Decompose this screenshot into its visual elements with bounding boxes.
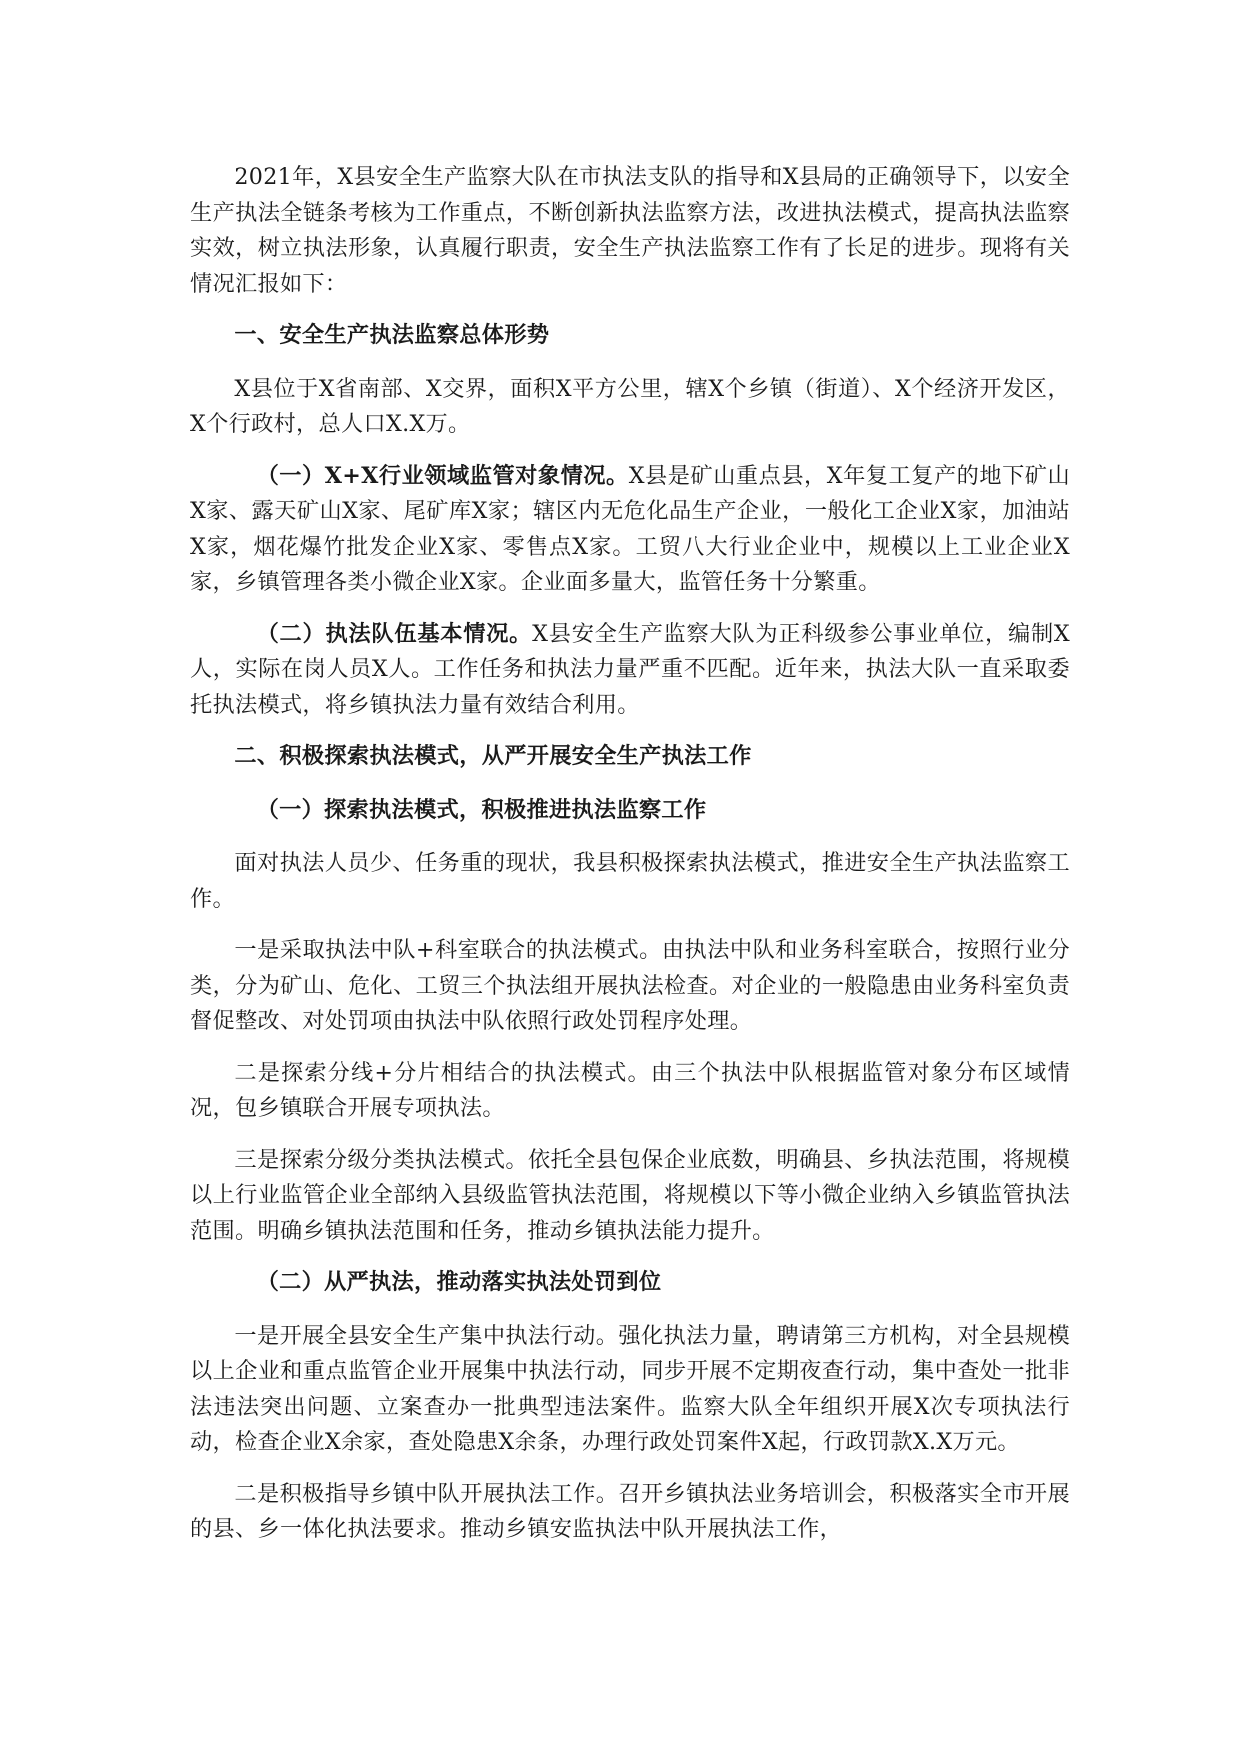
mode-one-paragraph: 一是采取执法中队+科室联合的执法模式。由执法中队和业务科室联合，按照行业分类，分为矿山、危化、工贸三个执法组开展执法检查。对企业的一般隐患由业务科室负责督促整改、对处罚项由执法中队依照行政处罚程序处理。 xyxy=(190,937,1070,1034)
township-guidance-paragraph: 二是积极指导乡镇中队开展执法工作。召开乡镇执法业务培训会，积极落实全市开展的县、乡一体化执法要求。推动乡镇安监执法中队开展执法工作， xyxy=(190,1480,1070,1542)
team-status-lead: （二）执法队伍基本情况。 xyxy=(256,620,533,647)
team-status-paragraph xyxy=(190,617,1070,724)
supervision-targets-paragraph xyxy=(190,459,1070,601)
team-status-body: X县安全生产监察大队为正科级参公事业单位，编制X人，实际在岗人员X人。工作任务和执法力量严重不匹配。近年来，执法大队一直采取委托执法模式，将乡镇执法力量有效结合利用。 xyxy=(190,620,1070,718)
centralized-enforcement-paragraph: 一是开展全县安全生产集中执法行动。强化执法力量，聘请第三方机构，对全县规模以上企业和重点监管企业开展集中执法行动，同步开展不定期夜查行动，集中查处一批非法违法突出问题、立案查办一批典型违法案件。监察大队全年组织开展X次专项执法行动，检查企业X余家，查处隐患X余条，办理行政处罚案件X起，行政罚款X.X万元。 xyxy=(190,1322,1070,1455)
document-body xyxy=(190,160,1070,1564)
county-overview-paragraph: X县位于X省南部、X交界，面积X平方公里，辖X个乡镇（街道）、X个经济开发区，X个行政村，总人口X.X万。 xyxy=(190,375,1070,437)
section-heading-1: 一、安全生产执法监察总体形势 xyxy=(234,322,550,348)
subsection-heading-2-2: （二）从严执法，推动落实执法处罚到位 xyxy=(256,1269,662,1295)
supervision-targets-lead: （一）X+X行业领域监管对象情况。 xyxy=(256,462,629,489)
intro-paragraph: 2021年，X县安全生产监察大队在市执法支队的指导和X县局的正确领导下，以安全生产执法全链条考核为工作重点，不断创新执法监察方法，改进执法模式，提高执法监察实效，树立执法形象，认真履行职责，安全生产执法监察工作有了长足的进步。现将有关情况汇报如下： xyxy=(190,164,1070,297)
explore-mode-intro-paragraph: 面对执法人员少、任务重的现状，我县积极探索执法模式，推进安全生产执法监察工作。 xyxy=(190,850,1070,912)
mode-three-paragraph: 三是探索分级分类执法模式。依托全县包保企业底数，明确县、乡执法范围，将规模以上行业监管企业全部纳入县级监管执法范围，将规模以下等小微企业纳入乡镇监管执法范围。明确乡镇执法范围和任务，推动乡镇执法能力提升。 xyxy=(190,1146,1070,1244)
mode-two-paragraph: 二是探索分线+分片相结合的执法模式。由三个执法中队根据监管对象分布区域情况，包乡镇联合开展专项执法。 xyxy=(190,1059,1070,1121)
supervision-targets-body: X县是矿山重点县，X年复工复产的地下矿山X家、露天矿山X家、尾矿库X家；辖区内无危化品生产企业，一般化工企业X家，加油站X家，烟花爆竹批发企业X家、零售点X家。工贸八大行业企业中，规模以上工业企业X家，乡镇管理各类小微企业X家。企业面多量大，监管任务十分繁重。 xyxy=(190,462,1070,595)
subsection-heading-2-1: （一）探索执法模式，积极推进执法监察工作 xyxy=(256,796,707,823)
section-heading-2: 二、积极探索执法模式，从严开展安全生产执法工作 xyxy=(234,743,752,769)
